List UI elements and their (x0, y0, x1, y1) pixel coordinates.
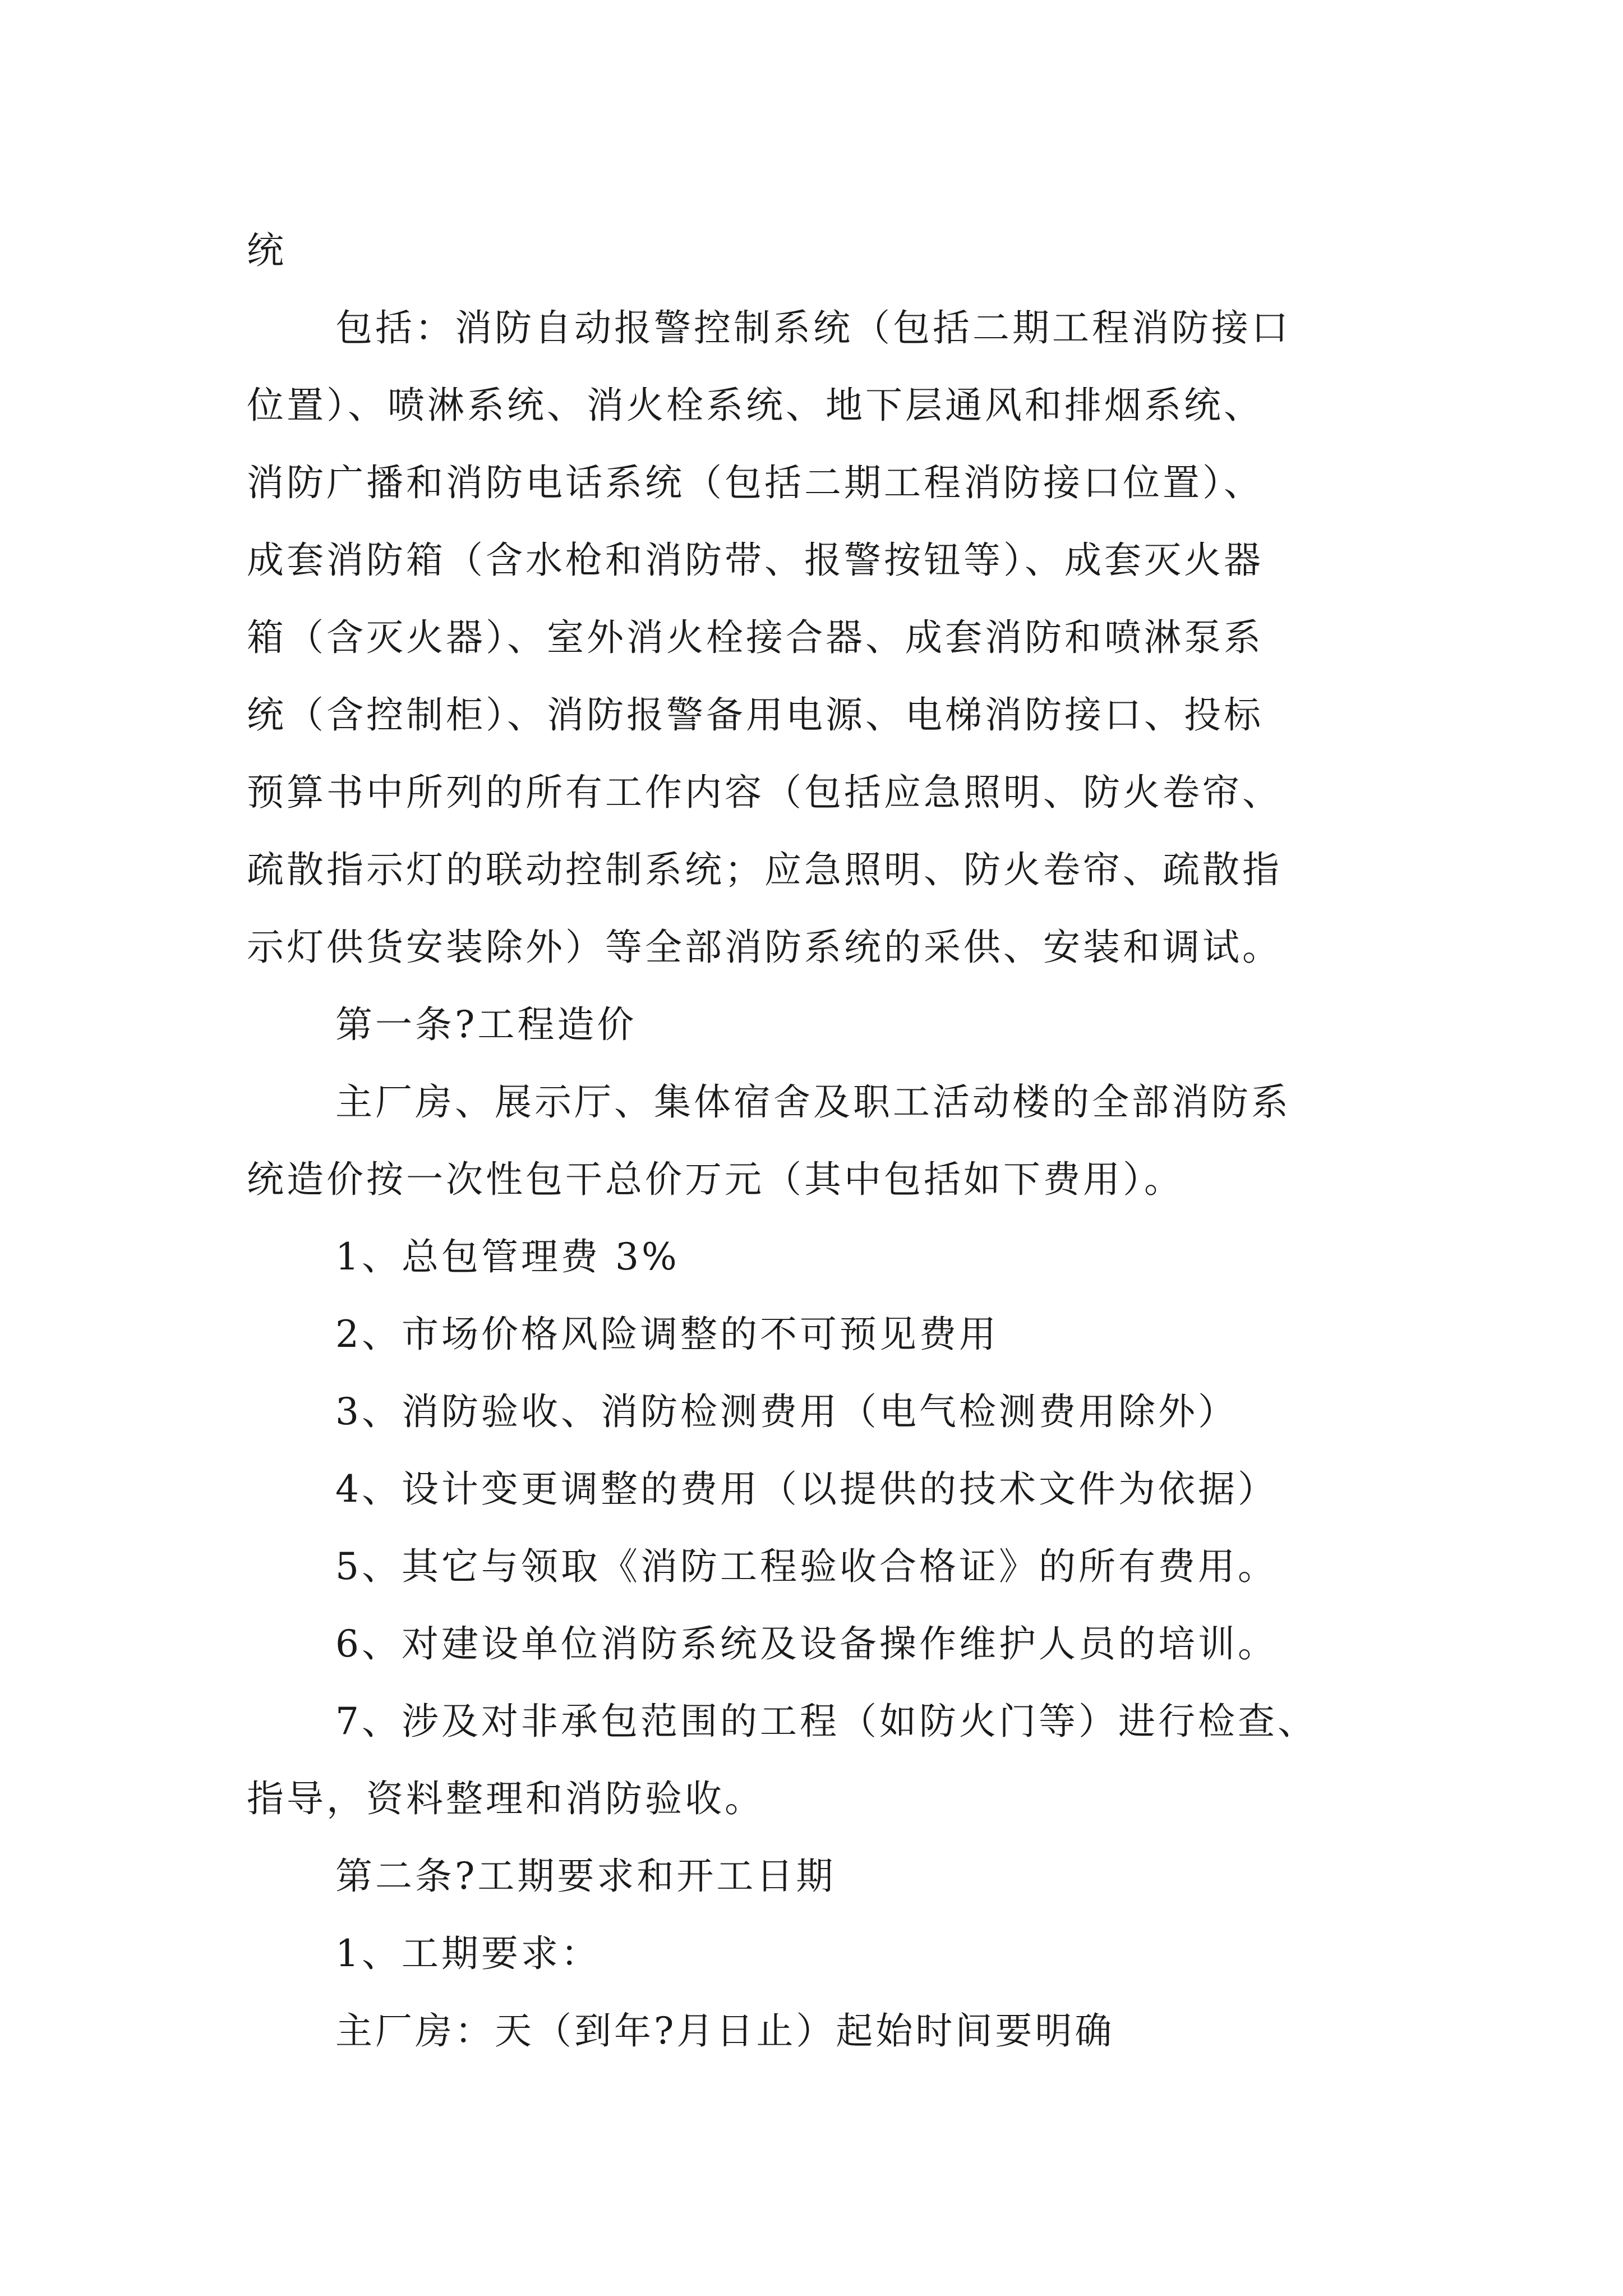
text-line: 主厂房：天（到年?月日止）起始时间要明确 (335, 2009, 1115, 2053)
document-body (247, 212, 1391, 2070)
text-line: 示灯供货安装除外）等全部消防系统的采供、安装和调试。 (247, 926, 1282, 969)
text-line: 预算书中所列的所有工作内容（包括应急照明、防火卷帘、 (247, 771, 1282, 814)
list-item-continuation: 指导，资料整理和消防验收。 (247, 1777, 764, 1820)
section-heading: 第二条?工期要求和开工日期 (335, 1855, 836, 1898)
section-heading: 第一条?工程造价 (335, 1003, 637, 1046)
text-line: 消防广播和消防电话系统（包括二期工程消防接口位置）、 (247, 461, 1264, 504)
list-item: 6、对建设单位消防系统及设备操作维护人员的培训。 (335, 1622, 1278, 1665)
list-item: 1、总包管理费 3% (335, 1235, 680, 1278)
list-item: 1、工期要求： (335, 1932, 601, 1975)
text-line: 统（含控制柜）、消防报警备用电源、电梯消防接口、投标 (247, 693, 1264, 737)
list-item: 3、消防验收、消防检测费用（电气检测费用除外） (335, 1390, 1238, 1433)
text-line: 位置）、喷淋系统、消火栓系统、地下层通风和排烟系统、 (247, 384, 1264, 427)
text-line: 箱（含灭火器）、室外消火栓接合器、成套消防和喷淋泵系 (247, 616, 1264, 659)
text-line: 包括：消防自动报警控制系统（包括二期工程消防接口 (335, 306, 1291, 349)
list-item: 2、市场价格风险调整的不可预见费用 (335, 1313, 999, 1356)
text-line: 成套消防箱（含水枪和消防带、报警按钮等）、成套灭火器 (247, 539, 1264, 582)
text-line: 疏散指示灯的联动控制系统；应急照明、防火卷帘、疏散指 (247, 848, 1282, 891)
text-line: 统 (247, 229, 287, 272)
text-line: 主厂房、展示厅、集体宿舍及职工活动楼的全部消防系 (335, 1080, 1291, 1124)
list-item: 7、涉及对非承包范围的工程（如防火门等）进行检查、 (335, 1700, 1317, 1743)
list-item: 5、其它与领取《消防工程验收合格证》的所有费用。 (335, 1545, 1278, 1588)
list-item: 4、设计变更调整的费用（以提供的技术文件为依据） (335, 1467, 1278, 1511)
text-line: 统造价按一次性包干总价万元（其中包括如下费用）。 (247, 1158, 1184, 1201)
